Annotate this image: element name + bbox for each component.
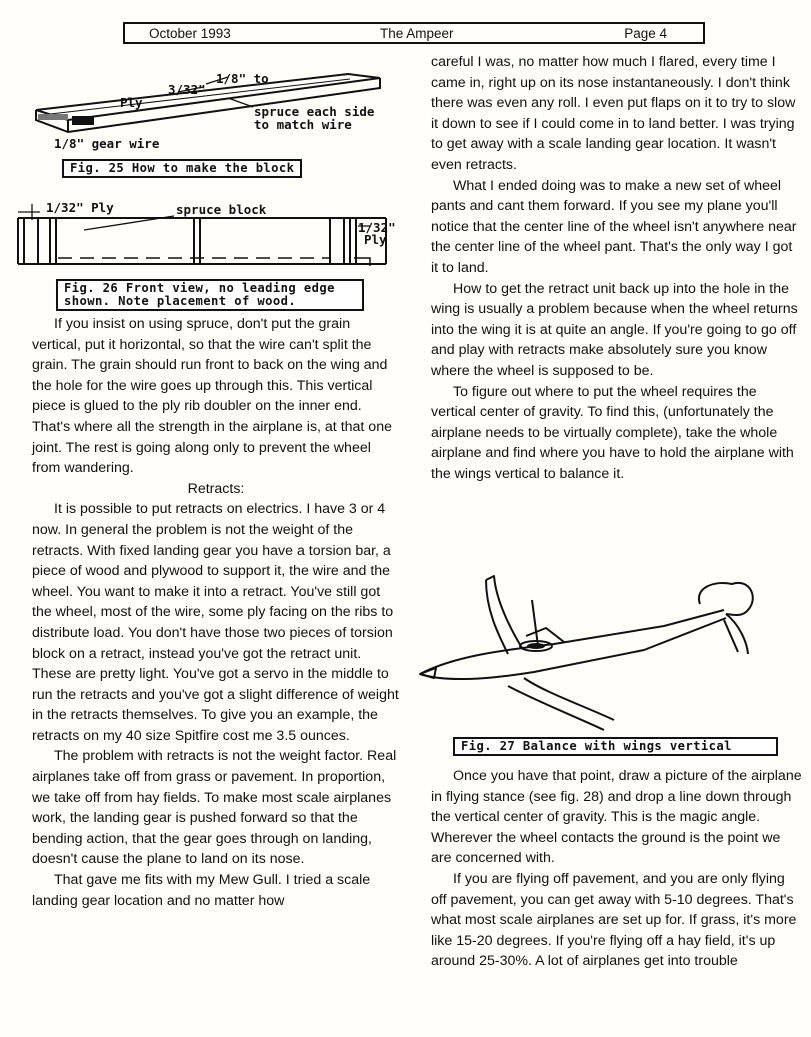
fig25-label-eighth-to: 1/8" to	[216, 71, 269, 86]
header-title: The Ampeer	[380, 26, 454, 41]
left-paragraph-1: If you insist on using spruce, don't put the grain vertical, put it horizontal, so that the wire can't split the grain. The grain should run front to back on the wing and the hole for the wire goes up through this. This vertical piece is glued to the ply rib doubler on the inner end. That's where all the strength in the airplane is, at that one joint. The rest is going along only to prevent the wheel from wandering.	[32, 316, 392, 477]
fig25-label-gear-wire: 1/8" gear wire	[54, 136, 160, 151]
fig26-caption	[56, 279, 364, 311]
right-paragraph-2: What I ended doing was to make a new set of wheel pants and cant them forward. If you see my plane you'll notice that the center line of the wheel isn't anywhere near the center line of the wheel pant. That's the only way I got it to land.	[431, 177, 797, 276]
right-paragraph-1: careful I was, no matter how much I flared, every time I came in, right up on its nose instantaneously. I don't think there was even any roll. I even put flaps on it to try to slow it down to see if I could come in to land better. I was trying to get away with a scale landing gear location. It wasn't even retracts.	[431, 54, 796, 173]
page-header	[123, 22, 705, 44]
fig25-label-three-thirty-second: 3/32"	[168, 82, 206, 97]
fig25-label-spruce: spruce each side	[254, 104, 375, 119]
fig25-caption: Fig. 25 How to make the block	[62, 159, 302, 178]
left-column	[32, 314, 400, 911]
fig27-airplane-drawing	[414, 570, 809, 735]
fig26-caption-line1: Fig. 26 Front view, no leading edge	[64, 281, 335, 295]
left-paragraph-4: That gave me fits with my Mew Gull. I tried a scale landing gear location and no matter how	[32, 872, 371, 909]
right-paragraph-3: How to get the retract unit back up into the hole in the wing is usually a problem because when the wheel returns into the wing it is at quite an angle. If you're going to go off and play with retracts make absolutely sure you know where the wheel is supposed to be.	[431, 280, 798, 379]
fig25-label-ply: Ply	[120, 95, 143, 110]
fig27-caption: Fig. 27 Balance with wings vertical	[453, 737, 778, 756]
right-paragraph-6: If you are flying off pavement, and you are only flying off pavement, you can get away with 5-10 degrees. That's what most scale airplanes are set up for. If grass, it's more like 15-20 degrees. If you're flying off a hay field, it's up around 25-30%. A lot of airplanes get into trouble	[431, 870, 797, 970]
right-column-bottom	[431, 766, 803, 972]
fig26-label-right-bottom: Ply	[364, 232, 387, 247]
fig26-label-right-top: 1/32"	[358, 220, 396, 235]
right-column-top	[431, 52, 799, 484]
right-paragraph-4: To figure out where to put the wheel requires the vertical center of gravity. To find this, (unfortunately the airplane needs to be virtually complete), take the whole airplane and find where you have to hold the airplane with the wings vertical to balance it.	[431, 383, 794, 482]
left-paragraph-3: The problem with retracts is not the weight factor. Real airplanes take off from grass or pavement. In proportion, we take off from hay fields. To make most scale airplanes work, the landing gear is pushed forward so that the bending action, that the gear goes through on landing, doesn't cause the plane to land on its nose.	[32, 748, 397, 868]
fig26-caption-line2: shown. Note placement of wood.	[64, 294, 297, 308]
fig26-label-ply: 1/32" Ply	[46, 200, 114, 215]
fig25-label-match-wire: to match wire	[254, 117, 352, 132]
section-heading-retracts: Retracts:	[187, 480, 245, 497]
fig26-label-spruce-block: spruce block	[176, 202, 267, 217]
left-paragraph-2: It is possible to put retracts on electrics. I have 3 or 4 now. In general the problem is not the weight of the retracts. With fixed landing gear you have a torsion bar, a piece of wood and plywood to support it, the wire and the wheel. You want to make it into a retract. You've still got the wheel, most of the wire, some ply facing on the ribs to distribute load. You don't have those two pieces of torsion block on a retract, instead you've got the retract unit. These are pretty light. You've got a servo in the middle to run the retracts and you've got a slight difference of weight in the retracts themselves. To give you an example, the retracts on my 40 size Spitfire cost me 3.5 ounces.	[32, 501, 399, 744]
fig26-drawing	[14, 196, 414, 274]
header-page: Page 4	[624, 26, 667, 41]
right-paragraph-5: Once you have that point, draw a picture of the airplane in flying stance (see fig. 28) and drop a line down through the vertical center of gravity. This is the magic angle. Wherever the wheel contacts the ground is the point we are concerned with.	[431, 768, 802, 867]
header-date: October 1993	[149, 26, 231, 41]
fig25-drawing	[28, 62, 408, 157]
